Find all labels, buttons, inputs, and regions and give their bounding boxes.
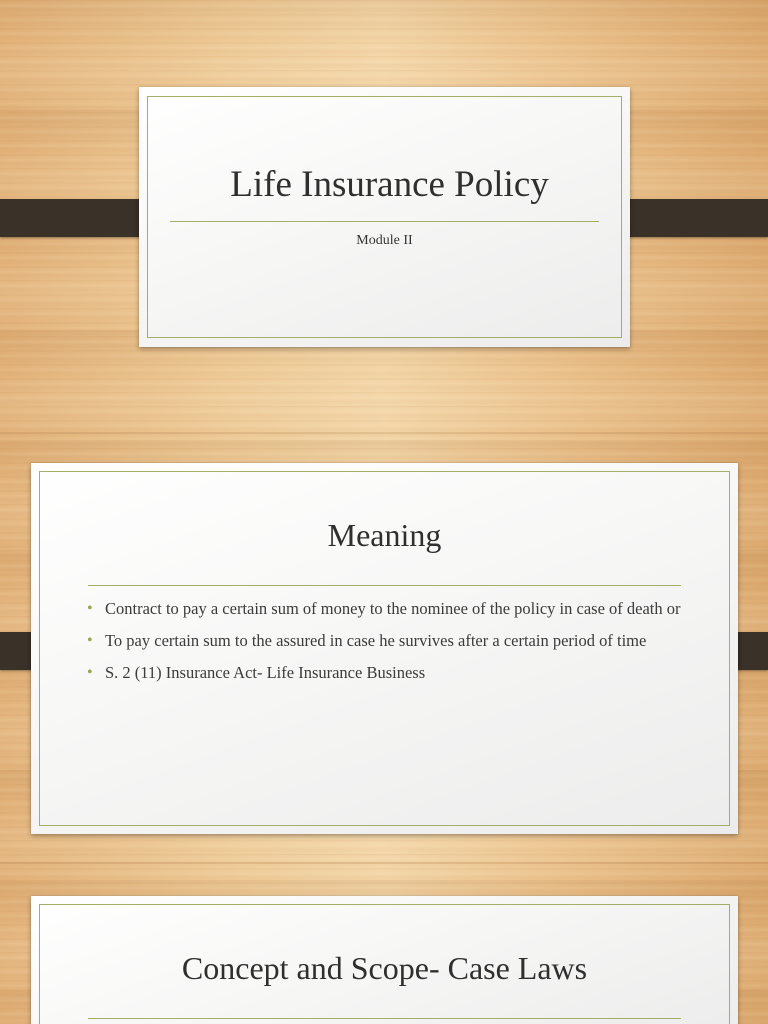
bullet-icon: • [87,632,93,649]
bullet-text: S. 2 (11) Insurance Act- Life Insurance Business [105,663,426,682]
bullet-icon: • [87,664,93,681]
bullet-item [85,661,685,684]
slide-3-title: Concept and Scope- Case Laws [181,950,588,986]
slide-1-left-bar [0,199,156,237]
slide-1-title: Life Insurance Policy [230,164,549,205]
bullet-item [85,597,685,620]
wood-plank-seam [0,432,768,434]
slide-1-rule [170,221,599,222]
bullet-icon: • [87,600,93,617]
wood-plank-seam [0,862,768,864]
slide-3[interactable] [31,896,738,1024]
slide-1-right-bar [612,199,768,237]
slide-2-rule [88,585,681,586]
slide-2[interactable] [31,463,738,834]
slide-1-frame [147,96,622,338]
slide-1-subtitle: Module II [356,233,413,248]
slide-2-bullet-list [85,597,685,693]
bullet-text: Contract to pay a certain sum of money to the nominee of the policy in case of death or [105,599,681,618]
slide-1[interactable] [139,87,630,347]
slide-2-title: Meaning [327,517,442,553]
slide-3-rule [88,1018,681,1019]
bullet-text: To pay certain sum to the assured in case he survives after a certain period of time [105,631,647,650]
bullet-item [85,629,685,652]
